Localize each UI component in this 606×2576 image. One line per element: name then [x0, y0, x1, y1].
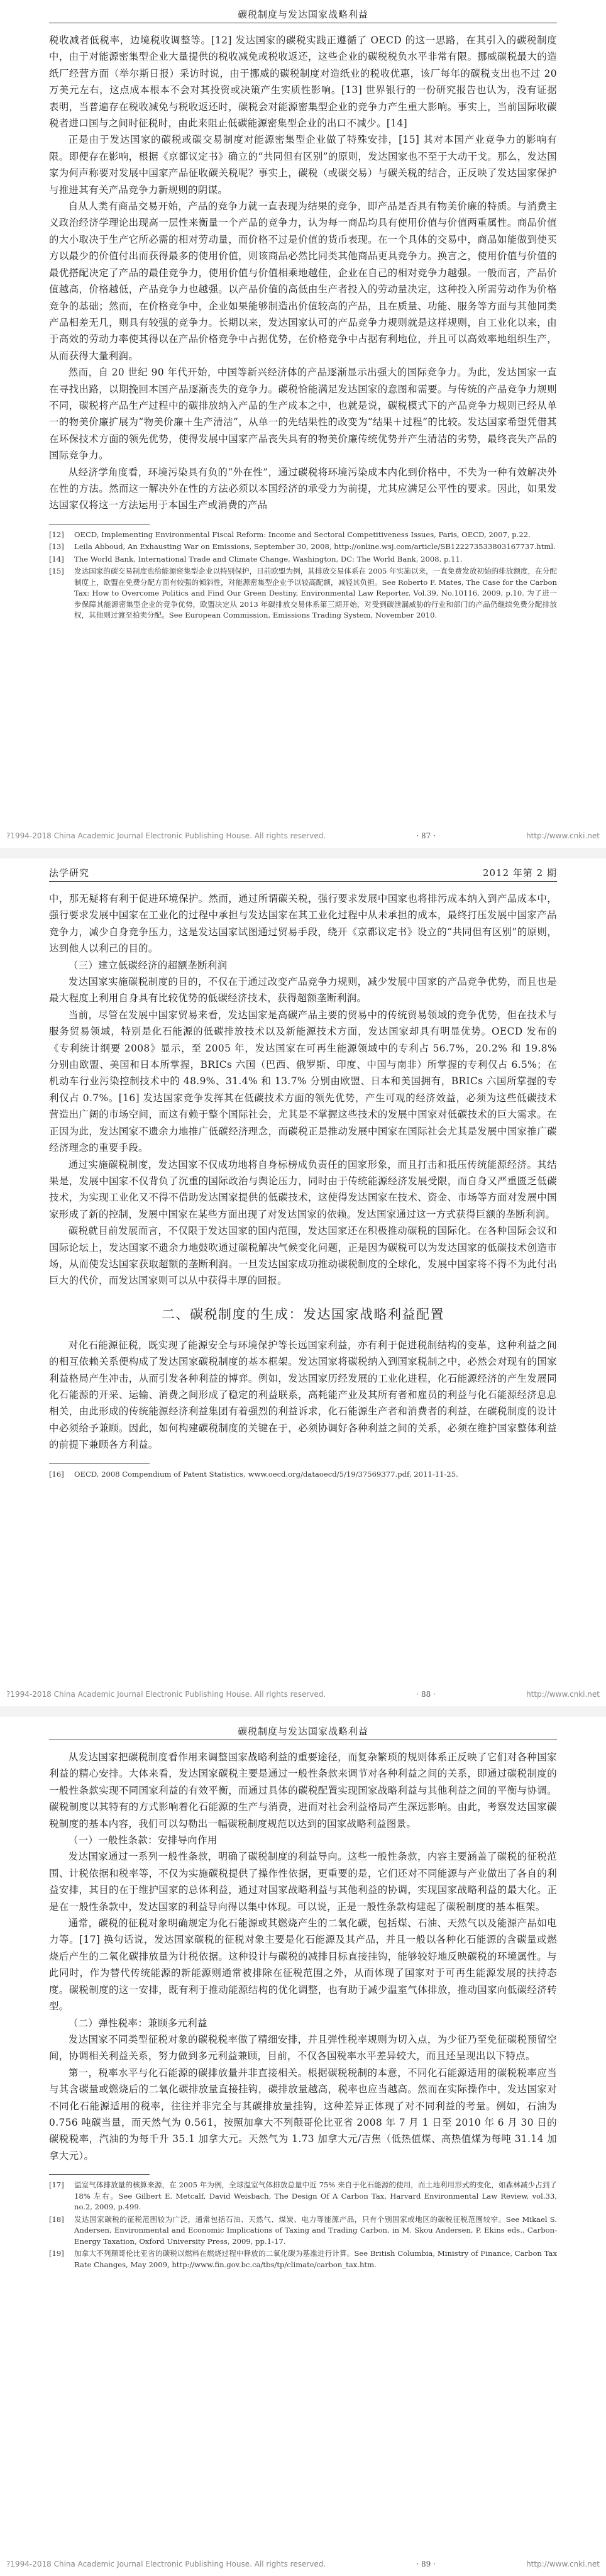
- paragraph: 通常，碳税的征税对象明确规定为化石能源或其燃烧产生的二氧化碳，包括煤、石油、天然气以及能源产品如电力等。[17] 换句话说，发达国家碳税的征税对象主要是化石能源及其产品，并且一般以各种化石能源的含碳量或燃烧后产生的二氧化碳排放量为计税依据。这种设计与碳税的减排目标直接挂钩，能够较好地反映碳税的环境属性。与此同时，作为替代传统能源的新能源则通常被排除在征税范围之外，从而体现了国家对于可再生能源发展的扶持态度。碳税制度的这一安排，既有利于推动能源结构的优化调整，也有助于减少温室气体排放，推动国家向低碳经济转型。: [49, 1918, 557, 2012]
- body-text: [49, 1749, 557, 2164]
- footnotes: [49, 530, 557, 621]
- paragraph: 碳税就目前发展而言，不仅限于发达国家的国内范围，发达国家还在积极推动碳税的国际化。在各种国际会议和国际论坛上，发达国家不遗余力地鼓吹通过碳税解决气候变化问题，正是因为碳税可以为发达国家的低碳技术创造市场，从而使发达国家获取超额的垄断利润。一旦发达国家成功推动碳税制度的全球化，发展中国家将不得不为此付出巨大的代价，而发达国家则可以从中获得丰厚的回报。: [49, 1225, 557, 1287]
- body-text: [49, 891, 557, 1453]
- footnote-number: [16]: [49, 1469, 64, 1479]
- footnote-divider: [49, 524, 150, 525]
- copyright-notice: ?1994-2018 China Academic Journal Electronic Publishing House. All rights reserved.: [6, 2560, 326, 2568]
- footnote-number: [14]: [49, 554, 64, 564]
- paragraph: 正是由于发达国家的碳税或碳交易制度对能源密集型企业做了特殊安排，[15] 其对本国产业竞争力的影响有限。即便存在影响，根据《京都议定书》确立的“共同但有区别”的原则，发达国家也不至于大动干戈。那么，发达国家为何声称要对发展中国家产品征收碳关税呢？事实上，碳税（或碳交易）与碳关税的结合，正反映了发达国家保护与推进其有关产品竞争力新规则的阴谋。: [49, 134, 557, 196]
- footnote-number: [17]: [49, 2180, 64, 2190]
- footnote-number: [18]: [49, 2214, 64, 2224]
- footnote: [49, 2248, 557, 2270]
- footnote-text: OECD, Implementing Environmental Fiscal Reform: Income and Sectoral Competitiveness Issues, Paris, OECD, 2007, p.22.: [74, 530, 531, 539]
- footnote-text: 加拿大不列颠哥伦比亚省的碳税以燃料在燃烧过程中释放的二氧化碳为基准进行计算。See British Columbia, Ministry of Finance, Carbon Tax Rate Changes, May 2009, http://www.fin.gov.bc.ca/tbs/tp/climate/carbon_tax.htm.: [74, 2249, 557, 2269]
- footnote-text: The World Bank, International Trade and Climate Change, Washington, DC: The World Bank, 2008, p.11.: [74, 554, 463, 564]
- footnote-divider: [49, 2174, 150, 2175]
- paragraph: 税收减者低税率，边境税收调整等。[12] 发达国家的碳税实践正遵循了 OECD 的这一思路，在其引入的碳税制度中，由于对能源密集型企业大量提供的税收减免或税收返还，这些企业的碳税税负水平非常有限。挪威碳税最大的造纸厂经营方面（举尔斯日报）采访时说，由于挪威的碳税制度对造纸业的税收优惠，该厂每年的碳税支出也不过 20 万美元左右，这点成本根本不会对其投资或决策产生实质性影响。[13] 世界银行的一份研究报告也认为，没有证据表明，当普遍存在税收减免与税收返还时，碳税会对能源密集型企业的竞争力产生重大影响。事实上，当前国际收碳税者进口国与之间时征税时，由此来阻止低碳能源密集型企业的出口不减少。[14]: [49, 35, 557, 130]
- footnote-text: 发达国家碳税的征税范围较为广泛，通常包括石油、天然气、煤炭、电力等能源产品，只有个别国家或地区的碳税征税范围较窄。See Mikael S. Andersen, Environmental and Economic Implications of Taxing and Trading Carbon, in M. Skou Andersen, P. Ekins eds., Carbon-Energy Taxation, Oxford University Press, 2009, pp.1-17.: [74, 2214, 557, 2246]
- footnotes: [49, 1469, 557, 1480]
- running-head: [49, 858, 557, 882]
- issue-label: 2012 年第 2 期: [482, 867, 557, 879]
- body-text: [49, 32, 557, 514]
- footnote-number: [19]: [49, 2249, 64, 2258]
- footnote-number: [15]: [49, 567, 64, 576]
- paragraph: 自从人类有商品交易开始，产品的竞争力就一直表现为结果的竞争，即产品是否具有物美价廉的特质。与消费主义政治经济学理论出现高一层性来衡量一个产品的竞争力，认为每一商品均具有使用价值与价值两重属性。商品价值的大小取决于生产它所必需的相对劳动量，而价格不过是价值的货币表现。在一个具体的交易中，商品如能做到使买方以最少的价值付出而获得最多的使用价值，则该商品必然比同类其他商品更具竞争力。换言之，使用价值与价值的最优搭配决定了产品的最佳竞争力，使用价值与价值相乘地越佳，企业在自己的相对竞争力越强。一般而言，产品价值越高，价格越低，产品竞争力也越强。以产品价值的高低由生产者投入的劳动量决定，这种投入所需劳动作为价格竞争的基础；然而，在价格竞争中，企业如果能够制造出价值较高的产品，且在质量、功能、服务等方面与其他同类产品相差无几，则具有较强的竞争力。长期以来，发达国家认可的产品竞争力规则就是这样规则，自工业化以来，由于高效的劳动力率使其得以在产品价格竞争中占据优势，在价格竞争中占据有利地位，并且可以高效率地组织生产，从而获得大量利润。: [49, 201, 557, 362]
- footnote: [49, 566, 557, 621]
- paragraph: 通过实施碳税制度，发达国家不仅成功地将自身标榜成负责任的国家形象，而且打击和抵压传统能源经济。其结果是，发展中国家不仅背负了沉重的国际政治与舆论压力，同时由于传统能源经济发展受限，而自身又严重匮乏低碳技术，为实现工业化又不得不借助发达国家提供的低碳技术，这使得发达国家在技术、资金、市场等方面对发展中国家形成了新的控制，发展中国家在某些方面出现了对发达国家的依赖。发达国家通过这一方式获得巨额的垄断利润。: [49, 1158, 557, 1220]
- paragraph: 对化石能源征税，既实现了能源安全与环境保护等长远国家利益，亦有利于促进税制结构的变革，这种利益之间的相互依赖关系便构成了发达国家碳税制度的基本框架。发达国家将碳税纳入到国家税制之中，必然会对现有的国家利益格局产生冲击，从而引发各种利益的博弈。例如，发达国家历经发展的工业化进程，化石能源经济的产生发展同化石能源的开采、运输、消费之间形成了稳定的利益联系，高耗能产业及其所有者和雇员的利益与化石能源经济息息相关，由此形成的传统能源经济利益集团有着强烈的利益诉求，化石能源生产者和消费者的利益，在碳税制度的设计中必须给予兼顾。因此，如何构建碳税制度的关键在于，必须协调好各种利益之间的关系，必须在维护国家整体利益的前提下兼顾各方利益。: [49, 1339, 557, 1451]
- paragraph: 从发达国家把碳税制度看作用来调整国家战略利益的重要途径，而复杂繁琐的规则体系正反映了它们对各种国家利益的精心安排。大体来看，发达国家碳税主要是通过一般性条款来调节对各种利益之间的关系，即通过碳税制度的一般性条款实现不同国家利益的有效平衡，而通过具体的碳税配置实现国家战略利益与其他利益之间的平衡与协调。碳税制度以其特有的方式影响着化石能源的生产与消费，进而对社会利益格局产生深远影响。由此，考察发达国家碳税制度的基本内容，我们可以勾勒出一幅碳税制度规范以达到的国家战略利益图景。: [49, 1752, 557, 1829]
- page-footer: [0, 1690, 606, 1699]
- paragraph: 从经济学角度看，环境污染具有负的“外在性”，通过碳税将环境污染成本内化到价格中，不失为一种有效解决外在性的方法。然而这一解决外在性的方法必须以本国经济的承受力为前提，尤其应满足公平性的要求。因此，如果发达国家仅将这一方法运用于本国生产或消费的产品: [49, 466, 557, 511]
- footnotes: [49, 2180, 557, 2270]
- journal-page-87: [0, 0, 606, 848]
- paragraph: 中，那无疑将有利于促进环境保护。然而，通过所谓碳关税，强行要求发展中国家也将排污成本纳入到产品成本中，强行要求发展中国家在工业化的过程中承担与发达国家在其工业化过程中从未承担的成本，最终打压发展中国家产品竞争力，减少自身竞争压力，这是发达国家试图通过贸易手段，绕开《京都议定书》设立的“共同但有区别”的原则，达到他人以利己的目的。: [49, 893, 557, 955]
- running-head: 碳税制度与发达国家战略利益: [49, 0, 557, 23]
- footnote: [49, 541, 557, 553]
- paragraph: 发达国家实施碳税制度的目的，不仅在于通过改变产品竞争力规则，减少发展中国家的产品竞争优势，而且也是最大程度上利用自身具有比较优势的低碳经济技术，获得超额垄断利润。: [49, 976, 557, 1004]
- running-head: 碳税制度与发达国家战略利益: [49, 1717, 557, 1740]
- copyright-notice: ?1994-2018 China Academic Journal Electronic Publishing House. All rights reserved.: [6, 1690, 326, 1699]
- cnki-link[interactable]: http://www.cnki.net: [526, 1690, 600, 1699]
- subsection-heading: （三）建立低碳经济的超额垄断利润: [68, 959, 228, 971]
- footnote: [49, 2180, 557, 2213]
- paragraph: 发达国家不同类型征税对象的碳税税率做了精细安排，并且弹性税率规则为切入点，为少征乃至免征碳税预留空间，协调相关利益关系，努力做到多元利益兼顾，目前，不仅各国税率水平差异较大，而且还呈现出以下特点。: [49, 2033, 557, 2062]
- footnote: [49, 530, 557, 541]
- cnki-link[interactable]: http://www.cnki.net: [526, 831, 600, 840]
- footnote: [49, 2214, 557, 2248]
- page-footer: [0, 831, 606, 840]
- footnote-text: OECD, 2008 Compendium of Patent Statistics, www.oecd.org/dataoecd/5/19/37569377.pdf, 2011-11-25.: [74, 1469, 458, 1479]
- subsection-heading: （二）弹性税率：兼顾多元利益: [68, 2017, 207, 2029]
- footnote-number: [12]: [49, 530, 64, 539]
- paragraph: 发达国家通过一系列一般性条款，明确了碳税制度的利益导向。这些一般性条款，内容主要涵盖了碳税的征税范围、计税依据和税率等，不仅为实施碳税提供了操作性依据，更重要的是，它们还对不同能源与产业做出了各自的利益安排，其目的在于维护国家的总体利益，通过对国家战略利益与其他利益的协调，实现国家战略利益的最大化。正是在一般性条款中，发达国家的利益导向得以集中体现。可以说，正是一般性条款构建起了碳税制度的基本框架。: [49, 1851, 557, 1913]
- footnote-text: Leila Abboud, An Exhausting War on Emissions, September 30, 2008, http://online.wsj.com/article/SB122273533803167737.html.: [74, 542, 556, 552]
- subsection-heading: （一）一般性条款：安排导向作用: [68, 1835, 218, 1846]
- footnote-divider: [49, 1463, 150, 1464]
- paragraph: 当前，尽管在发展中国家贸易来看，发达国家是高碳产品主要的贸易中的传统贸易领域的竞争优势，但在技术与服务贸易领域，特别是化石能源的低碳排放技术以及新能源技术方面，发达国家却具有明显优势。OECD 发布的《专利统计纲要 2008》显示，至 2005 年，发达国家在可再生能源领域中的专利占 56.7%，20.2% 和 19.8% 分别由欧盟、美国和日本所掌握，BRICs 六国（巴西、俄罗斯、印度、中国与南非）所掌握的专利仅占 6.5%；在机动车行业污染控制技术中的 48.9%、31.4% 和 13.7% 分别由欧盟、日本和美国拥有，BRICs 六国所掌握的专利仅占 0.7%。[16] 发达国家竞争发挥其在低碳技术方面的领先优势，产生可观的经济效益，必须为这些低碳技术营造出广阔的市场空间，而这有赖于整个国际社会，尤其是不掌握这些技术的发展中国家对低碳技术的巨大需求。在正因为此，发达国家不遗余力地推广低碳经济理念，而碳税正是推动发展中国家在国际社会尤其是发展中国家推广碳经济理念的重要手段。: [49, 1009, 557, 1154]
- footnote-text: 发达国家的碳交易制度也给能源密集型企业以特别保护，目前欧盟为例，其排放交易体系在 2005 年实施以来，一直免费发放初始的排放额度，在分配制度上，欧盟在免费分配方面有较强的倾斜性，对能源密集型企业予以较高配额，减轻其负担。See Roberto F. Mates, The Case for the Carbon Tax: How to Overcome Politics and Find Our Green Destiny, Environmental Law Reporter, Vol.39, No.10116, 2009, p.10. 为了进一步保障其能源密集型企业的竞争优势，欧盟决定从 2013 年碳排放交易体系第三期开始，对受到碳泄漏威胁的行业和部门的产品仍继续免费分配排放权，其他则过渡至拍卖分配。See European Commission, Emissions Trading System, November 2010.: [74, 567, 557, 620]
- page-number: · 88 ·: [416, 1690, 436, 1699]
- page-number: · 87 ·: [416, 831, 436, 840]
- section-heading: 二、碳税制度的生成：发达国家战略利益配置: [162, 1306, 444, 1322]
- page-number: · 89 ·: [416, 2560, 436, 2568]
- page-footer: [0, 2560, 606, 2568]
- footnote: [49, 554, 557, 565]
- journal-name: 法学研究: [49, 867, 90, 879]
- footnote-text: 温室气体排放量的核算来源，在 2005 年为例，全球温室气体排放总量中近 75% 来自于化石能源的使用，而土地利用形式的变化，如森林减少占到了 18% 左右。See Gilbert E. Metcalf, David Weisbach, The Design Of A Carbon Tax, Harvard Environmental Law Review, vol.33, no.2, 2009, p.499.: [74, 2180, 557, 2212]
- journal-page-89: [0, 1717, 606, 2576]
- journal-page-88: [0, 858, 606, 1706]
- footnote-number: [13]: [49, 542, 64, 552]
- paragraph: 第一，税率水平与化石能源的碳排放量并非直接相关。根据碳税税制的本意，不同化石能源适用的碳税税率应当与其含碳量或燃烧后的二氧化碳排放量直接挂钩，碳排放量越高，税率也应当越高。然而在实际操作中，发达国家对不同化石能源适用的税率，往往并非完全与其碳排放量挂钩，这种差异正体现了对不同利益的考量。例如，石油为 0.756 吨碳当量，而天然气为 0.561，按照加拿大不列颠哥伦比亚省 2008 年 7 月 1 日至 2010 年 6 月 30 日的碳税税率，汽油的为每千升 35.1 加拿大元。天然气为 1.73 加拿大元/吉焦（低热值煤、高热值煤为每吨 31.14 加拿大元）。: [49, 2067, 557, 2162]
- footnote: [49, 1469, 557, 1480]
- paragraph: 然而，自 20 世纪 90 年代开始，中国等新兴经济体的产品逐渐显示出强大的国际竞争力。为此，发达国家一直在寻找出路，以期挽回本国产品逐渐丧失的竞争力。碳税恰能满足发达国家的意图和需要。与传统的产品竞争力规则不同，碳税将产品生产过程中的碳排放纳入产品的生产成本之中，也就是说，碳税模式下的产品竞争力规则已经从单一的物美价廉扩展为“物美价廉＋生产清洁”，从单一的先结果性的改变为“结果＋过程”的比较。发达国家希望凭借其在环保技术方面的领先优势，使得发展中国家产品丧失具有的物美价廉传统优势并产生清洁的劣势，最终丧失产品的国际竞争力。: [49, 367, 557, 462]
- cnki-link[interactable]: http://www.cnki.net: [526, 2560, 600, 2568]
- copyright-notice: ?1994-2018 China Academic Journal Electronic Publishing House. All rights reserved.: [6, 831, 326, 840]
